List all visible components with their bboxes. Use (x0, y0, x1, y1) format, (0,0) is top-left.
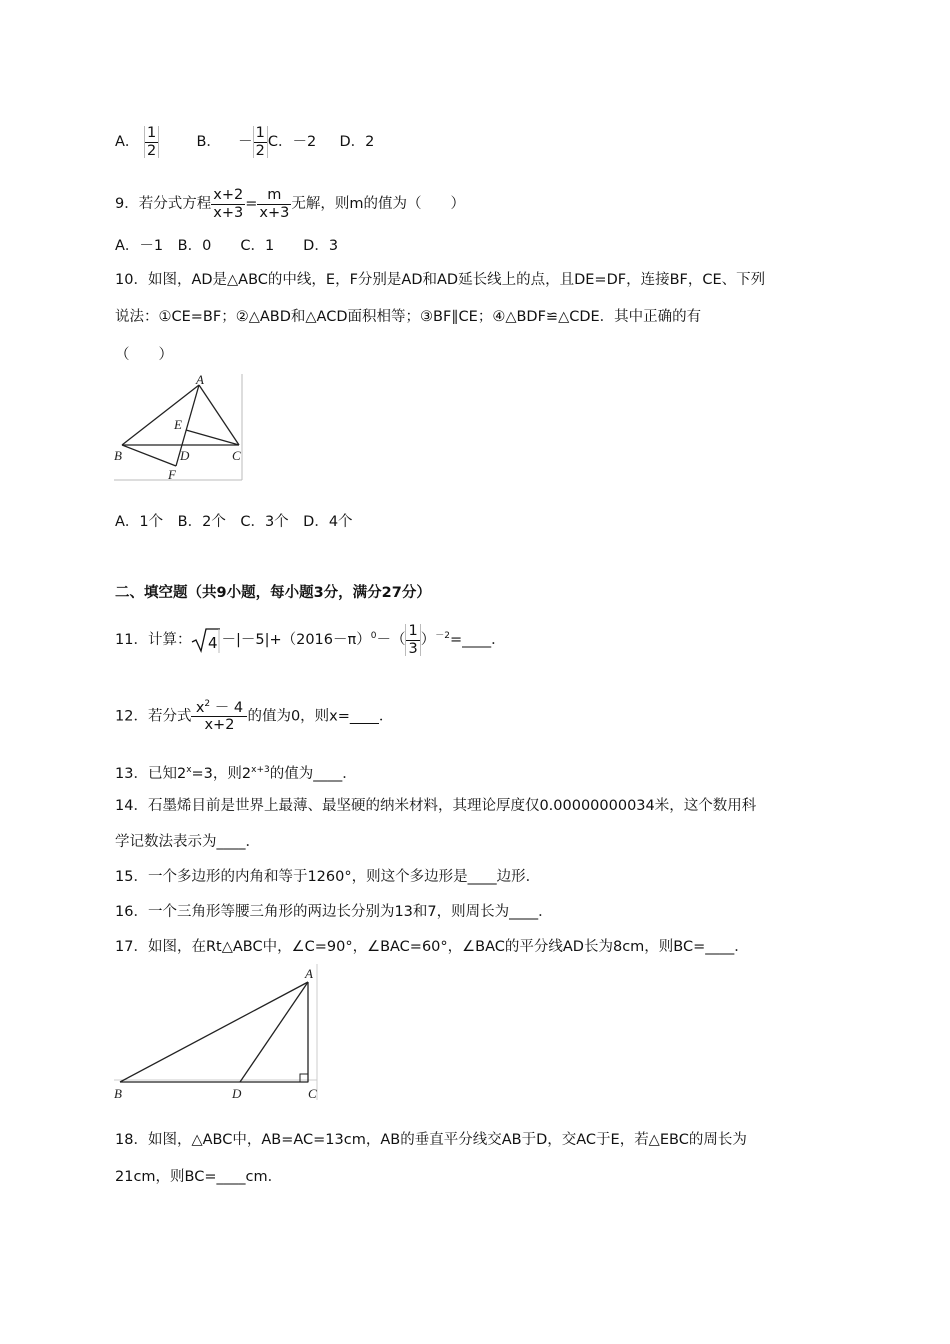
q18-line-1: 18．如图，△ABC中，AB=AC=13cm，AB的垂直平分线交AB于D，交AC于E，若△EBC的周长为 (115, 1132, 747, 1148)
section-2-title: 二、填空题（共9小题，每小题3分，满分27分） (115, 585, 431, 601)
q8-option-a-num: 1 (147, 125, 157, 141)
q8-option-b-sign: － (238, 134, 253, 150)
q10-options: A．1个 B．2个 C．3个 D．4个 (115, 514, 353, 530)
q13-prefix: 13．已知2 (115, 765, 187, 782)
q9-rhs-num: m (267, 187, 282, 203)
q8-option-b-fraction (253, 126, 268, 158)
q8-option-a-fraction (144, 126, 159, 158)
q10-line-3: （ ） (115, 347, 173, 363)
q10-label-c: C (232, 448, 241, 463)
q17-question: 17．如图，在Rt△ABC中，∠C=90°，∠BAC=60°，∠BAC的平分线AD长为8cm，则BC=____． (115, 939, 749, 955)
q9-lhs-den: x+3 (213, 204, 244, 221)
q11-minus: －（ (376, 632, 406, 648)
q9-suffix: 无解，则m的值为（ ） (291, 196, 465, 212)
q10-label-a: A (196, 372, 204, 387)
q8-option-c: C．－2 (267, 134, 317, 150)
q10-label-e: E (174, 417, 182, 432)
q9-rhs-fraction (257, 188, 291, 220)
q10-label-b: B (114, 448, 122, 463)
q11-exp-neg2: －2 (435, 631, 450, 642)
q8-option-a-label: A． (115, 134, 140, 150)
q13-mid: =3，则2 (191, 765, 252, 782)
q12-prefix: 12．若分式 (115, 708, 192, 725)
q9-options: A．－1 B．0 C．1 D．3 (115, 238, 339, 254)
q11-close: ） (420, 632, 436, 648)
q12-num-rest: － 4 (210, 699, 244, 716)
q13-question (115, 760, 357, 784)
q13-suffix: 的值为____． (269, 765, 357, 782)
q8-options (115, 126, 374, 158)
q12-suffix: 的值为0，则x=____． (247, 708, 394, 725)
q12-fraction (191, 700, 247, 733)
sqrt-icon (191, 627, 221, 653)
q13-exp-2: x+3 (251, 765, 270, 775)
q8-option-d: D．2 (339, 134, 375, 150)
q10-figure (112, 372, 247, 482)
q9-question (115, 188, 465, 220)
q10-label-d: D (180, 448, 190, 463)
q12-question (115, 700, 393, 733)
q10-label-f: F (168, 467, 176, 482)
q9-equals: = (245, 196, 258, 212)
q12-num-base: x (195, 699, 205, 716)
q17-label-b: B (114, 1086, 122, 1101)
q9-prefix: 9．若分式方程 (115, 196, 212, 212)
q8-option-b-num: 1 (255, 125, 265, 141)
q10-line-1: 10．如图，AD是△ABC的中线，E，F分别是AD和AD延长线上的点，且DE=DF，连接BF，CE、下列 (115, 272, 766, 288)
q10-line-2: 说法：①CE=BF；②△ABD和△ACD面积相等；③BF∥CE；④△BDF≌△CDE．其中正确的有 (115, 309, 702, 325)
q15-question: 15．一个多边形的内角和等于1260°，则这个多边形是____边形． (115, 869, 541, 885)
q9-rhs-den: x+3 (259, 204, 290, 221)
q11-question (115, 624, 506, 656)
q9-lhs-fraction (211, 188, 245, 220)
q17-figure (112, 962, 322, 1102)
q18-line-2: 21cm，则BC=____cm． (115, 1169, 283, 1185)
q8-option-a-den: 2 (147, 142, 157, 159)
q8-option-b-den: 2 (255, 142, 265, 159)
q13-exp-1: x (186, 765, 192, 775)
q9-lhs-num: x+2 (213, 187, 244, 203)
q14-line-2: 学记数法表示为____． (115, 834, 260, 850)
q11-suffix: =____． (449, 632, 506, 648)
q14-line-1: 14．石墨烯目前是世界上最薄、最坚硬的纳米材料，其理论厚度仅0.00000000034米，这个数用科 (115, 798, 757, 814)
q12-num-exp: 2 (204, 699, 211, 709)
q11-exp-zero: 0 (370, 631, 377, 642)
q12-denominator: x+2 (191, 716, 247, 733)
q17-label-d: D (232, 1086, 242, 1101)
q11-radicand: 4 (208, 634, 218, 652)
q11-prefix: 11．计算： (115, 632, 192, 648)
q8-option-b-label: B． (196, 134, 221, 150)
q11-fraction (405, 624, 420, 656)
q11-frac-den: 3 (408, 640, 418, 657)
q17-label-a: A (305, 966, 313, 981)
q12-numerator (191, 700, 247, 716)
q11-middle: －|－5|+（2016－π） (221, 632, 371, 648)
q16-question: 16．一个三角形等腰三角形的两边长分别为13和7，则周长为____． (115, 904, 553, 920)
q11-frac-num: 1 (408, 623, 418, 639)
q17-label-c: C (308, 1086, 317, 1101)
